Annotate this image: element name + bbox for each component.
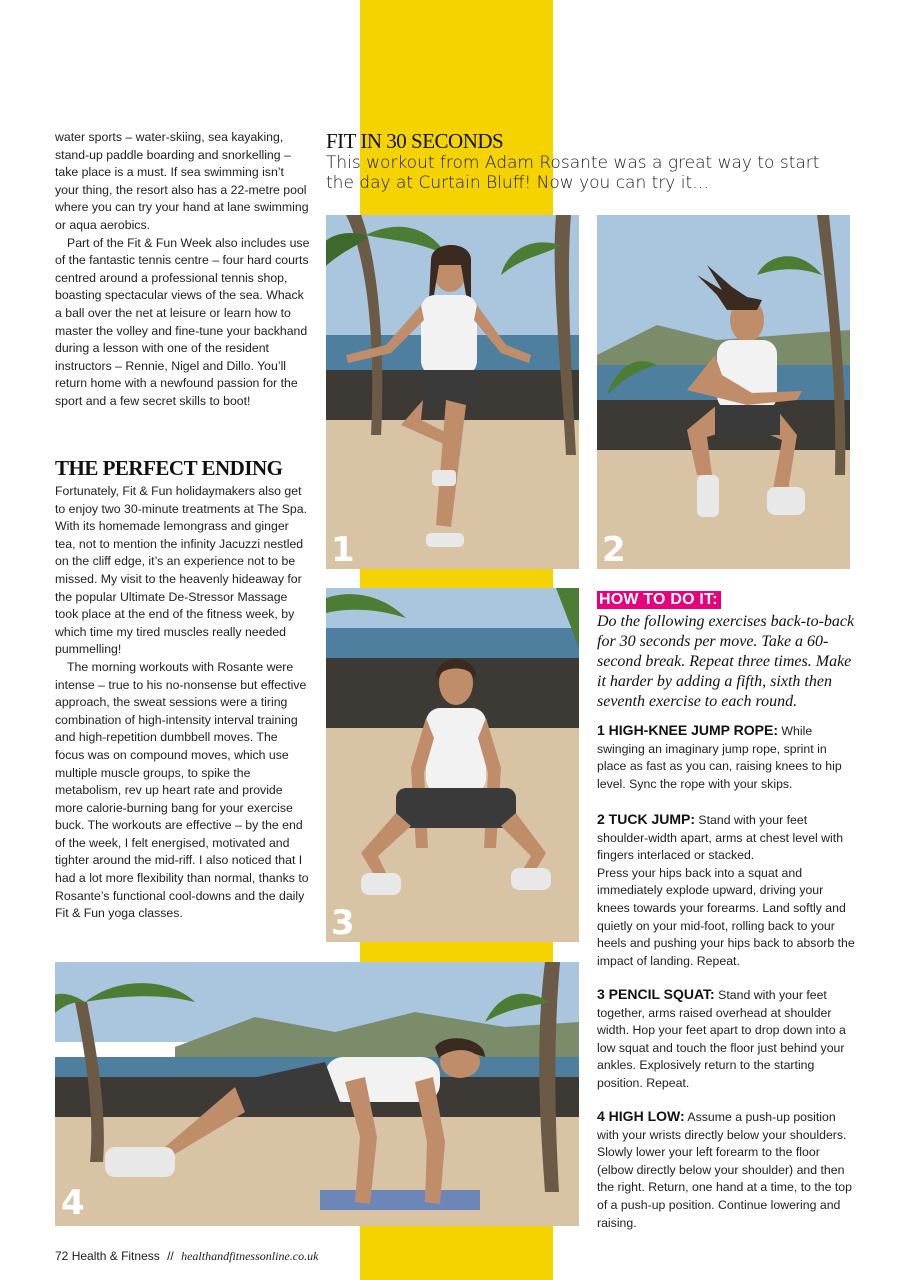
exercise-3 (597, 986, 855, 1093)
exercise-4-title: 4 HIGH LOW: (597, 1108, 685, 1124)
intro-paragraph-2: Part of the Fit & Fun Week also includes use of the fantastic tennis centre – four hard courts centred around a professional tennis shop, boasting spectacular views of the sea. Whack a ball over the net at leisure or learn how to master the volley and fine-tune your backhand during a lesson with one of the resident instructors – Rennie, Nigel and Dillo. You’ll return home with a newfound passion for the sport and a few secret skills to boot! (55, 235, 310, 408)
exercise-photo-4 (55, 962, 579, 1226)
perfect-ending-section (55, 455, 310, 923)
exercise-1 (597, 722, 855, 793)
exercise-1-text: While swinging an imaginary jump rope, sprint in place as fast as you can, raising knees to hip level. Sync the rope with your skips. (597, 724, 842, 791)
feature-title: FIT IN 30 SECONDS (326, 129, 504, 153)
perfect-ending-heading: THE PERFECT ENDING (55, 456, 283, 480)
feature-subtitle: This workout from Adam Rosante was a great way to start the day at Curtain Bluff! Now you can try it… (326, 153, 820, 193)
feature-heading (326, 129, 826, 193)
page-number: 72 (55, 1249, 69, 1263)
photo-1-number: 1 (331, 530, 355, 569)
exercise-photo-2 (597, 215, 850, 569)
exercise-4 (597, 1108, 855, 1232)
how-to-label: HOW TO DO IT: (597, 591, 721, 609)
magazine-name: Health & Fitness (71, 1249, 160, 1263)
exercise-4-text: Assume a push-up position with your wrists directly below your shoulders. Slowly lower your left forearm to the floor (elbow directly below your shoulder) and then the right. Return, one hand at a time, to the top of a push-up position. Continue lowering and raising. (597, 1110, 852, 1230)
ending-paragraph-1: Fortunately, Fit & Fun holidaymakers also get to enjoy two 30-minute treatments at The Spa. With its homemade lemongrass and ginger tea, not to mention the infinity Jacuzzi nestled on the cliff edge, it’s an experience not to be missed. My visit to the heavenly hideaway for the popular Ultimate De-Stressor Massage took place at the end of the fitness week, by which time my tired muscles really needed pummelling! (55, 484, 307, 657)
exercise-1-title: 1 HIGH-KNEE JUMP ROPE: (597, 722, 778, 738)
photo-1-image (326, 215, 579, 569)
photo-2-image (597, 215, 850, 569)
photo-4-number: 4 (61, 1183, 85, 1223)
how-to-section (597, 591, 855, 712)
photo-2-number: 2 (602, 530, 626, 569)
photo-3-number: 3 (331, 903, 355, 942)
website-link[interactable]: healthandfitnessonline.co.uk (181, 1249, 319, 1263)
exercise-2-title: 2 TUCK JUMP: (597, 811, 696, 827)
exercise-3-text: Stand with your feet together, arms raised overhead at shoulder width. Hop your feet apart to drop down into a low squat and touch the floor just behind your ankles. Explosively return to the starting position. Repeat. (597, 988, 846, 1090)
footer-separator: // (167, 1249, 174, 1263)
photo-3-image (326, 588, 579, 942)
intro-article-text (55, 129, 310, 411)
ending-paragraph-2: The morning workouts with Rosante were intense – true to his no-nonsense but effective approach, the sweat sessions were a tiring combination of high-intensity interval training and high-repetition dumbbell moves. The focus was on compound moves, which use multiple muscle groups, to spike the metabolism, rev up heart rate and provide more calorie-burning bang for your exercise buck. The workouts are effective – by the end of the week, I felt energised, motivated and tighter around the mid-riff. I also noticed that I had a lot more flexibility than normal, thanks to Rosante’s functional cool-downs and the daily Fit & Fun yoga classes. (55, 659, 309, 921)
exercise-photo-1 (326, 215, 579, 569)
exercise-2 (597, 811, 855, 970)
exercise-2-text: Stand with your feet shoulder-width apart, arms at chest level with fingers interlaced or stacked. (597, 813, 844, 863)
page-footer (55, 1249, 318, 1264)
intro-paragraph-1: water sports – water-skiing, sea kayaking, stand-up paddle boarding and snorkelling – take place is a must. If sea swimming isn’t your thing, the resort also has a 22-metre pool where you can try your hand at lane swimming or aqua aerobics. (55, 130, 309, 232)
exercise-3-title: 3 PENCIL SQUAT: (597, 986, 715, 1002)
how-to-intro: Do the following exercises back-to-back for 30 seconds per move. Take a 60-second break. Repeat three times. Make it harder by adding a fifth, sixth then seventh exercise to each round. (597, 613, 855, 710)
photo-4-image (55, 962, 579, 1226)
exercise-2-extra: Press your hips back into a squat and immediately explode upward, driving your knees towards your forearms. Land softly and quietly on your mid-foot, rolling back to your heels and pushing your hips back to absorb the impact of landing. Repeat. (597, 865, 855, 968)
exercise-photo-3 (326, 588, 579, 942)
